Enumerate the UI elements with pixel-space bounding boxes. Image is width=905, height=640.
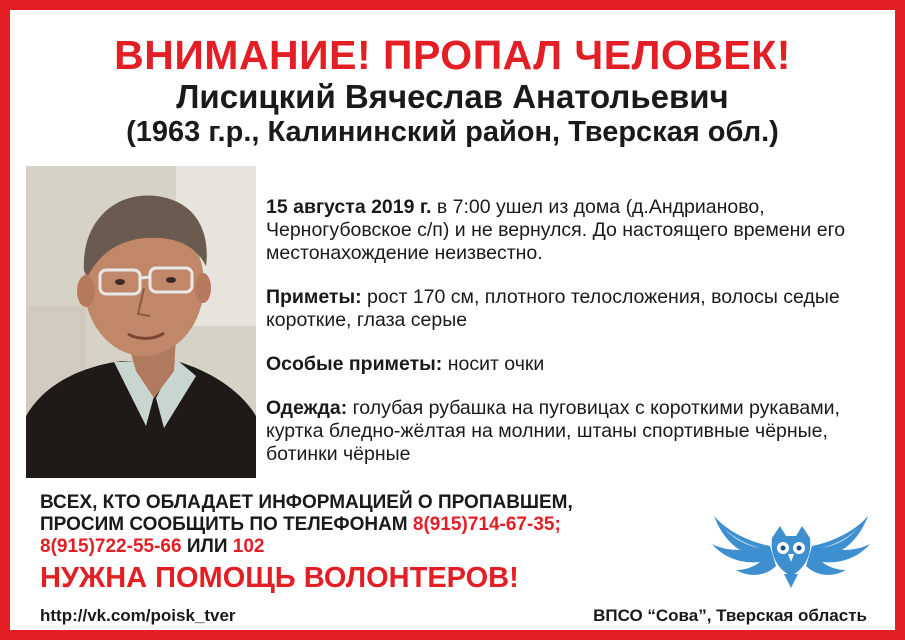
details-block	[266, 196, 886, 487]
circumstances-text: в 7:00 ушел из дома (д.Андрианово, Черногубовское с/п) и не вернулся. До настоящего времени его местонахождение неизвестно.	[266, 196, 846, 264]
appeal-line-1: ВСЕХ, КТО ОБЛАДАЕТ ИНФОРМАЦИЕЙ О ПРОПАВШЕМ,	[40, 492, 573, 513]
appeal-line-3	[40, 536, 720, 558]
contact-appeal	[40, 492, 720, 558]
clothing-paragraph	[266, 397, 886, 466]
circumstances-paragraph	[266, 196, 886, 265]
organization-name: ВПСО “Сова”, Тверская область	[593, 606, 867, 625]
appeal-text: ПРОСИМ СООБЩИТЬ ПО ТЕЛЕФОНАМ	[40, 514, 413, 535]
features-paragraph	[266, 286, 886, 332]
phone-3: 102	[232, 536, 265, 557]
special-features-text: носит очки	[442, 353, 545, 375]
features-text: рост 170 см, плотного телосложения, волосы седые короткие, глаза серые	[266, 286, 840, 331]
appeal-or: ИЛИ	[181, 536, 233, 557]
phone-1: 8(915)714-67-35;	[412, 514, 561, 535]
clothing-text: голубая рубашка на пуговицах с короткими рукавами, куртка бледно-жёлтая на молнии, штаны спортивные чёрные, ботинки чёрные	[266, 397, 840, 465]
special-features-paragraph	[266, 353, 886, 376]
headline: ВНИМАНИЕ! ПРОПАЛ ЧЕЛОВЕК!	[114, 32, 791, 78]
clothing-label: Одежда:	[266, 397, 348, 419]
vk-link[interactable]: http://vk.com/poisk_tver	[40, 606, 236, 625]
appeal-line-2	[40, 514, 720, 536]
special-features-label: Особые приметы:	[266, 353, 443, 375]
disappearance-date: 15 августа 2019 г.	[266, 196, 432, 218]
missing-person-photo	[26, 166, 256, 478]
features-label: Приметы:	[266, 286, 362, 308]
volunteers-call: НУЖНА ПОМОЩЬ ВОЛОНТЕРОВ!	[40, 562, 519, 594]
person-name: Лисицкий Вячеслав Анатольевич	[176, 78, 729, 115]
person-info: (1963 г.р., Калининский район, Тверская обл.)	[126, 116, 779, 148]
phone-2: 8(915)722-55-66	[40, 536, 182, 557]
owl-logo-icon	[710, 498, 872, 590]
